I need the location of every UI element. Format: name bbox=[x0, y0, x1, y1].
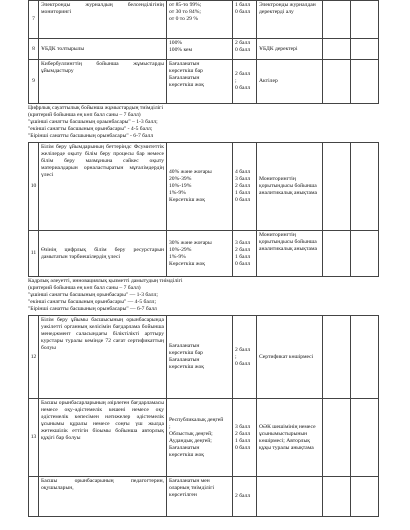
score-line: 2 балл bbox=[235, 246, 251, 253]
row-number: 8 bbox=[29, 39, 39, 60]
criteria-line: 100% bbox=[169, 40, 183, 46]
section-line: "екінші санатты басшының орынбасары" - 4-5 балл; bbox=[28, 126, 153, 132]
criteria-table-1 bbox=[28, 0, 379, 104]
score-line: ; bbox=[235, 78, 237, 84]
score-line: 2 балл bbox=[235, 493, 251, 499]
empty-cell bbox=[323, 477, 351, 517]
section-heading bbox=[28, 104, 378, 142]
criteria-cell bbox=[167, 39, 233, 60]
empty-cell bbox=[323, 1, 351, 39]
score-line: 1 балл bbox=[235, 253, 251, 260]
score-cell bbox=[233, 143, 257, 231]
criteria-line: Бағаланатын bbox=[169, 444, 200, 451]
criteria-cell bbox=[167, 143, 233, 231]
section-line: (критерий бойынша ең көп балл саны – 7 балл) bbox=[28, 112, 141, 118]
criteria-line: Көрсеткіш жоқ bbox=[169, 197, 206, 203]
table-row bbox=[29, 477, 379, 517]
source-cell: ОӘК шешімінің немесе ұсынымыстырынын көшірмесі; Авторлық құқы туралы анықтама bbox=[257, 399, 323, 477]
criteria-line: көрсеткіш бар bbox=[169, 68, 203, 74]
criteria-line: 10%-19% bbox=[169, 183, 192, 189]
section-line: Цифрлық сауаттылық бойынша жұмыстардың тиімділігі bbox=[28, 105, 164, 111]
score-cell bbox=[233, 316, 257, 399]
indicator-name: Білім беру ұйымдарының беттеріндс Фсумитеттік желілерде оқыту білім беру процесы бар немесе білім беру мазмұнына сәйкес оқыту материалдарын орналастыратын мұғалімдердің үлесі bbox=[39, 143, 167, 231]
criteria-cell bbox=[167, 60, 233, 104]
table-row bbox=[29, 231, 379, 277]
indicator-name: ҰБДК толтырылы bbox=[39, 39, 167, 60]
row-number: 10 bbox=[29, 143, 39, 231]
section-line: (критерий бойынша ең көп балл саны – 7 балл) bbox=[28, 285, 141, 291]
score-line: 1 балл bbox=[235, 190, 251, 196]
criteria-cell bbox=[167, 399, 233, 477]
criteria-line: көрсетілген bbox=[169, 492, 197, 498]
empty-cell bbox=[323, 399, 351, 477]
row-number: 9 bbox=[29, 60, 39, 104]
score-cell bbox=[233, 231, 257, 277]
section-line: "Бірінші санатты басшының орынбасары" - 6-7 балл bbox=[28, 133, 154, 139]
section-heading bbox=[28, 277, 378, 315]
table-row bbox=[29, 1, 379, 39]
criteria-line: 30% және жоғары bbox=[169, 239, 212, 246]
score-cell bbox=[233, 60, 257, 104]
criteria-line: Бағаланатын bbox=[169, 61, 200, 67]
indicator-name: Кибербуллингтің бойынша жұмыстарды ұйымдастыру bbox=[39, 60, 167, 104]
criteria-line: Аудандық деңгей; bbox=[169, 437, 212, 444]
document-page bbox=[28, 0, 378, 517]
indicator-name: Электронды журналдың белсенділігінің мониторингі bbox=[39, 1, 167, 39]
row-number: 7 bbox=[29, 1, 39, 39]
criteria-table-2 bbox=[28, 142, 379, 277]
empty-cell bbox=[323, 143, 351, 231]
table-row bbox=[29, 39, 379, 60]
score-line: 2 балл bbox=[235, 40, 251, 46]
table-row bbox=[29, 143, 379, 231]
empty-cell bbox=[323, 316, 351, 399]
criteria-line: от 0 то 29 % bbox=[169, 16, 198, 22]
source-cell: Мониторингтің қорытындысы бойынша аналитикалық анықтама bbox=[257, 143, 323, 231]
score-cell bbox=[233, 39, 257, 60]
criteria-line: көрсеткіш жоқ bbox=[169, 451, 205, 458]
row-number: 13 bbox=[29, 399, 39, 477]
criteria-line: көрсеткіш жоқ bbox=[169, 364, 205, 370]
section-line: "екінші санатты басшының орынбасары" — 4-5 балл; bbox=[28, 299, 157, 305]
criteria-cell bbox=[167, 231, 233, 277]
table-row bbox=[29, 60, 379, 104]
indicator-name: Басшы орынбасарларының әзірлеген бағдарламасы немесе оқу-әдістемелік кешені немесе оқу әдістемелік көпесімен нәтижелер әдістемелік ұсынымы құралы немесе соңғы үш жылда жетекшілік еттігін біоымы бойынша авторлық құқігі бар болуы bbox=[39, 399, 167, 477]
criteria-cell bbox=[167, 477, 233, 517]
empty-cell bbox=[351, 316, 379, 399]
score-line: 0 балл bbox=[235, 360, 251, 367]
score-line: 2 балл bbox=[235, 430, 251, 437]
score-line: 0 балл bbox=[235, 260, 251, 267]
empty-cell bbox=[323, 39, 351, 60]
source-cell: Электронды журналдан деректерді алу bbox=[257, 1, 323, 39]
indicator-name: Білім беру ұйымы басшысының орынбасарында уәкілетті органның келісімін бағдарлама бойынша менеджмент саласындағы біліктілікті арттыру курстары туралы кемінде 72 сағат сертификаттың болуы bbox=[39, 316, 167, 399]
criteria-line: Бағаланатын bbox=[169, 343, 200, 349]
empty-cell bbox=[351, 143, 379, 231]
section-line: "ұшінші санатты басшының ораынбасары" – 1-3 балл; bbox=[28, 119, 158, 125]
criteria-line: 1%-9% bbox=[169, 253, 186, 260]
score-line: 0 балл bbox=[235, 9, 251, 15]
criteria-line: от 30 то 84%; bbox=[169, 9, 201, 15]
section-line: Кадрлық әлеуетті, инновациялық қызметті дамытудың тиімділігі bbox=[28, 278, 183, 284]
section-line: "Бірінші санатты басшының орынбасары" — 6-7 балл bbox=[28, 306, 157, 312]
empty-cell bbox=[323, 231, 351, 277]
empty-cell bbox=[351, 477, 379, 517]
criteria-line: 1%-9% bbox=[169, 190, 186, 196]
criteria-table-3 bbox=[28, 315, 379, 517]
criteria-line: Бағаланатын мен оларның тиімділігі bbox=[169, 478, 215, 491]
criteria-line: Бағаланатын bbox=[169, 75, 200, 81]
score-line: 0 балл bbox=[235, 197, 251, 203]
indicator-name: Өзінің цифрлық білім беру ресурстарын дамытатын тәрбиешілердің үлесі bbox=[39, 231, 167, 277]
source-cell: Мониторингтің қорытындысы бойынша аналитикалық анықтама bbox=[257, 231, 323, 277]
criteria-line: Бағаланатын bbox=[169, 357, 200, 363]
source-cell bbox=[257, 477, 323, 517]
criteria-line: ; bbox=[169, 423, 171, 430]
score-line: 4 балл bbox=[235, 169, 251, 175]
empty-cell bbox=[351, 39, 379, 60]
row-number: 11 bbox=[29, 231, 39, 277]
criteria-line: от 85-то 99%; bbox=[169, 2, 202, 8]
score-line: 2 балл bbox=[235, 346, 251, 353]
score-cell bbox=[233, 399, 257, 477]
source-cell: Сертификат көшірмесі bbox=[257, 316, 323, 399]
score-line: 3 балл bbox=[235, 239, 251, 246]
section-line: "ұшінші санатты басшының орынбасары" — 1-3 балл; bbox=[28, 292, 158, 298]
criteria-line: Көрсеткіш жоқ bbox=[169, 260, 206, 267]
score-line: 1 балл bbox=[235, 2, 251, 8]
criteria-line: көрсеткіш жоқ bbox=[169, 82, 205, 88]
criteria-cell bbox=[167, 316, 233, 399]
score-line: 3 балл bbox=[235, 176, 251, 182]
criteria-line: 40% және жоғары bbox=[169, 169, 212, 175]
criteria-cell bbox=[167, 1, 233, 39]
score-line: 1 балл bbox=[235, 437, 251, 444]
score-line: 0 балл bbox=[235, 47, 251, 53]
score-line: ; bbox=[235, 353, 237, 360]
table-row bbox=[29, 399, 379, 477]
criteria-line: көрсеткіш бар bbox=[169, 350, 203, 356]
criteria-line: 20%-39% bbox=[169, 176, 192, 182]
score-cell bbox=[233, 1, 257, 39]
criteria-line: Облыстық деңгей; bbox=[169, 430, 213, 437]
criteria-line: Республикалық деңгей bbox=[169, 416, 224, 423]
score-line: 0 балл bbox=[235, 444, 251, 451]
table-row bbox=[29, 316, 379, 399]
indicator-name: Басшы орынбасарының педагогтерин, оқушыларын, bbox=[39, 477, 167, 517]
score-line: 0 балл bbox=[235, 85, 251, 91]
criteria-line: 100% кем bbox=[169, 47, 193, 53]
empty-cell bbox=[351, 231, 379, 277]
row-number bbox=[29, 477, 39, 517]
score-line: 2 балл bbox=[235, 71, 251, 77]
score-line: 3 балл bbox=[235, 423, 251, 430]
source-cell: Актілер bbox=[257, 60, 323, 104]
score-cell bbox=[233, 477, 257, 517]
source-cell: ҰБДК деректері bbox=[257, 39, 323, 60]
empty-cell bbox=[351, 60, 379, 104]
empty-cell bbox=[351, 1, 379, 39]
empty-cell bbox=[323, 60, 351, 104]
row-number: 12 bbox=[29, 316, 39, 399]
score-line: 2 балл bbox=[235, 183, 251, 189]
criteria-line: 10%-29% bbox=[169, 246, 192, 253]
empty-cell bbox=[351, 399, 379, 477]
